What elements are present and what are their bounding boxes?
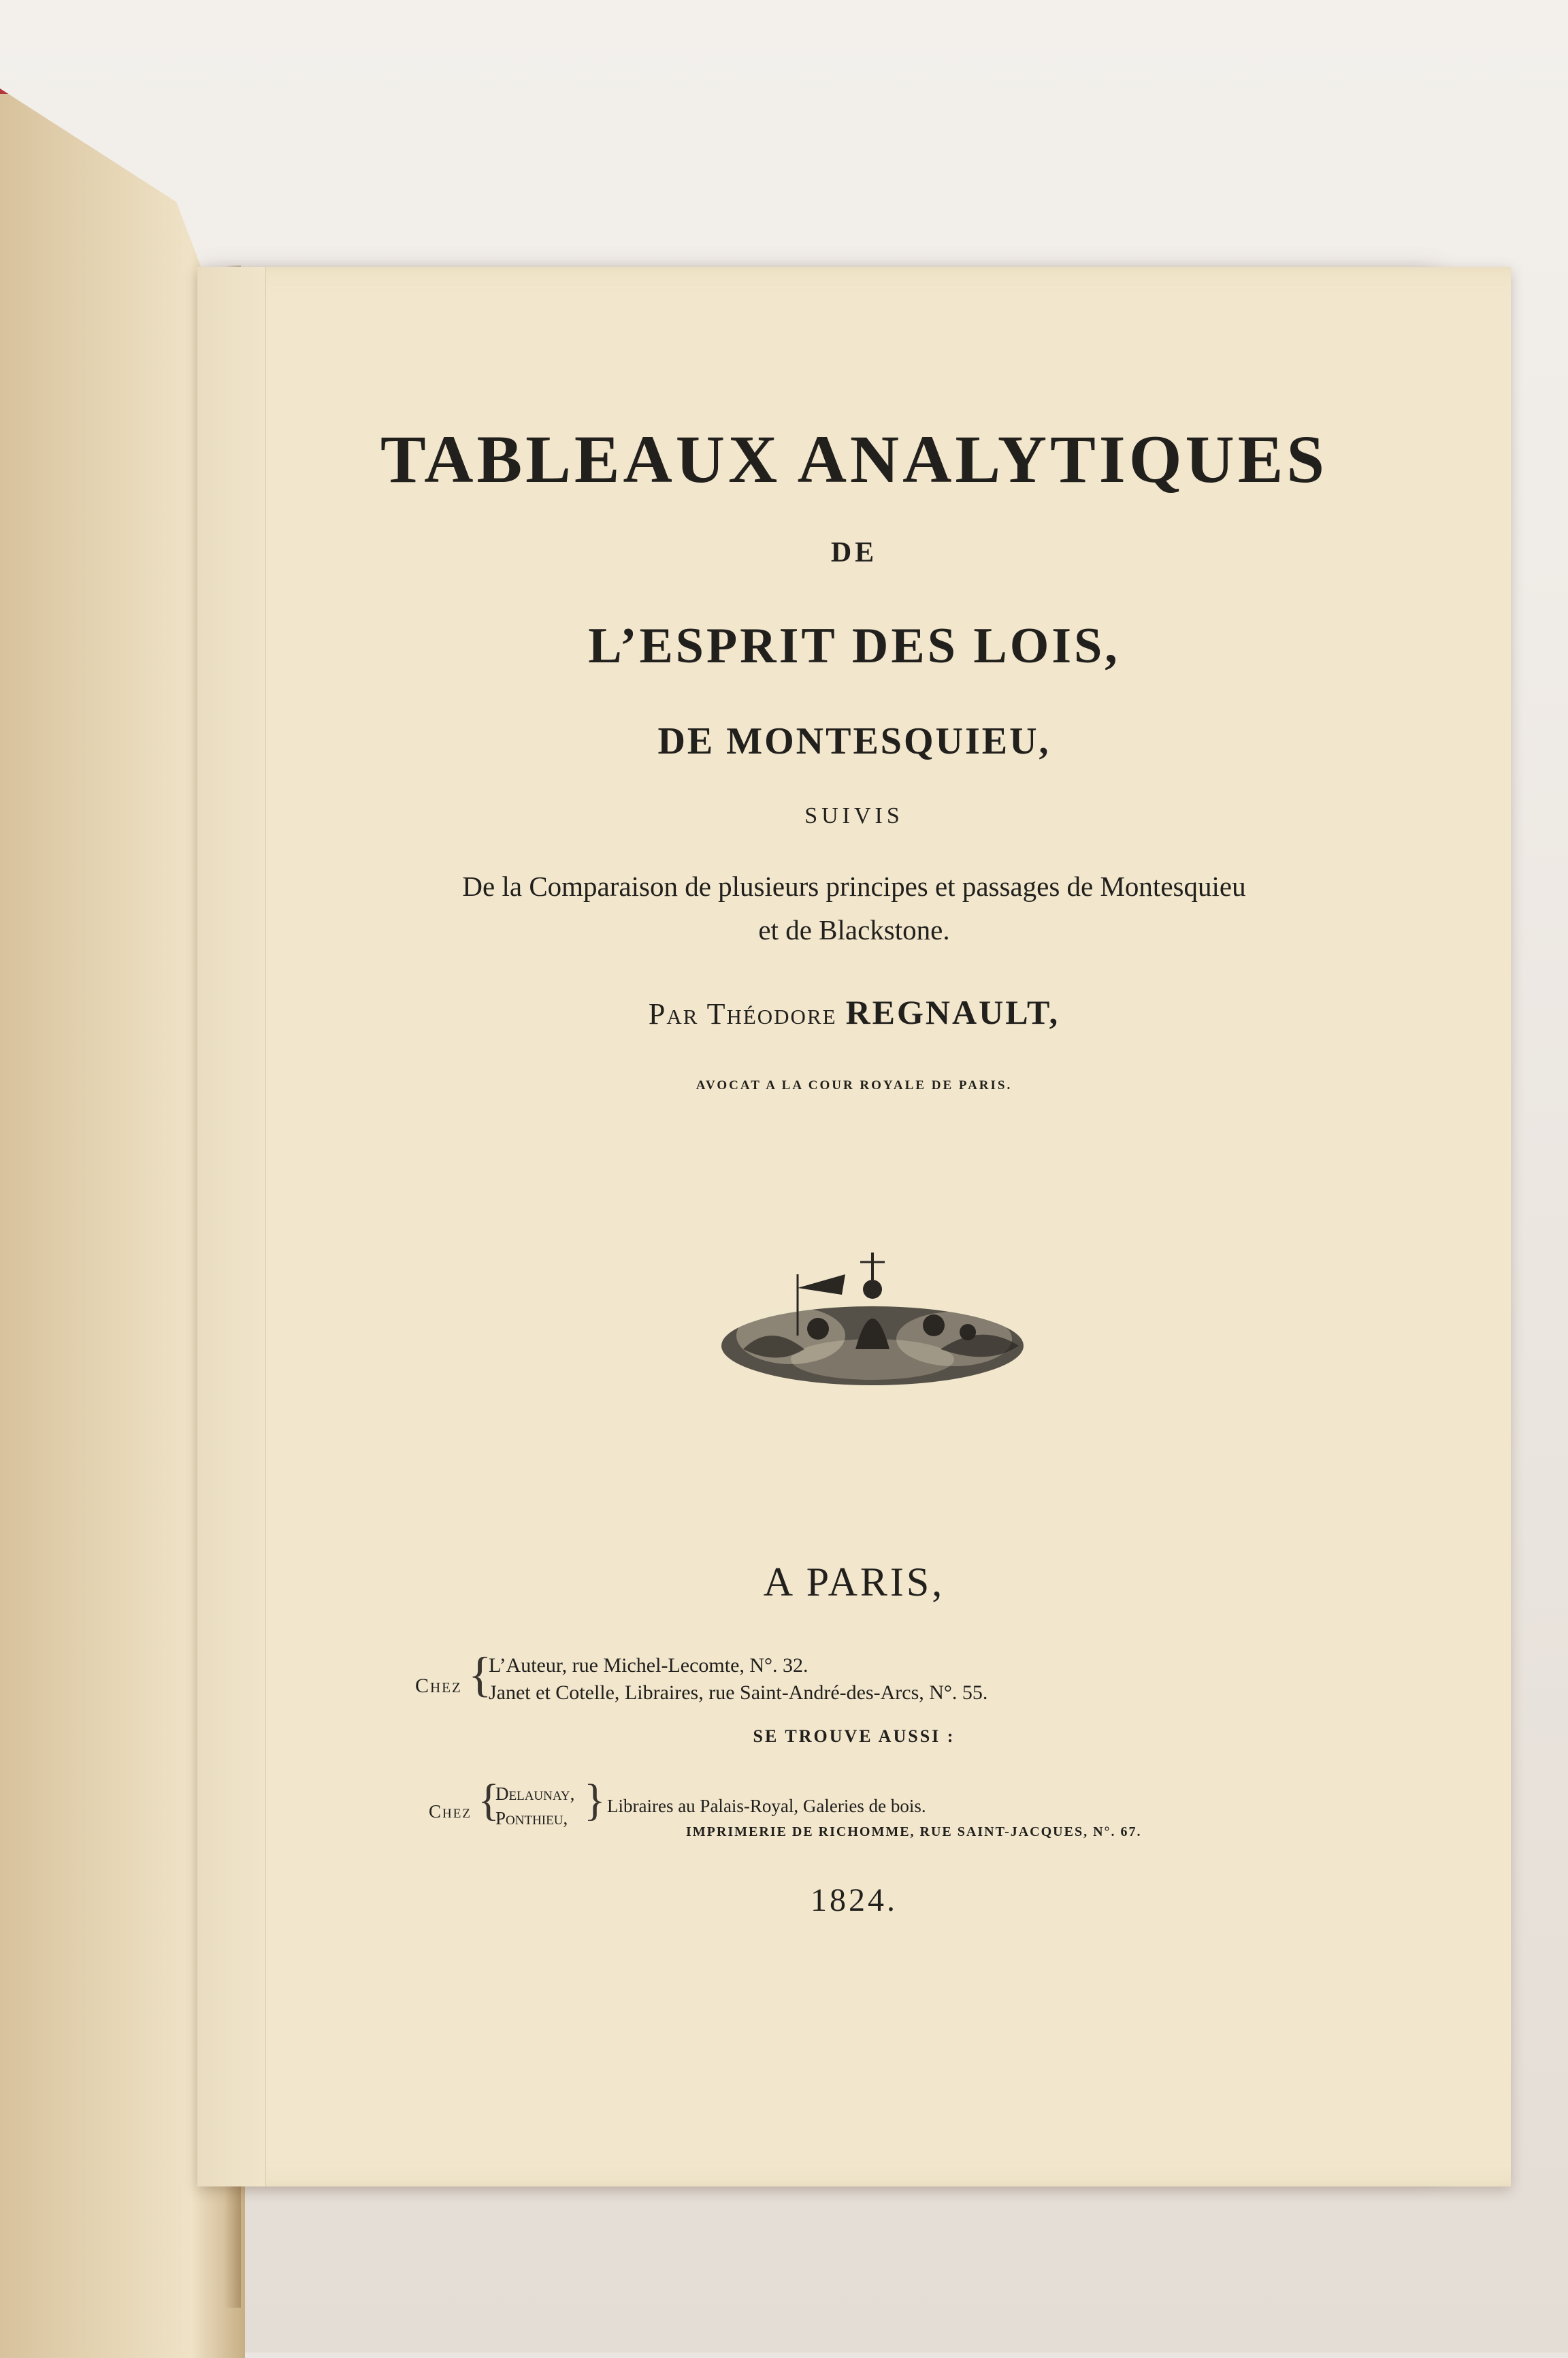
seller-line-2: Janet et Cotelle, Libraires, rue Saint-André-des-Arcs, N°. 55. <box>489 1681 988 1704</box>
suivis-label: SUIVIS <box>804 803 904 828</box>
chez-label: Chez <box>415 1675 462 1697</box>
seller-location: Libraires au Palais-Royal, Galeries de bois. <box>607 1796 926 1816</box>
author-prefix: Par Théodore <box>648 997 837 1031</box>
seller-name-2: Ponthieu, <box>495 1808 568 1828</box>
work-author: DE MONTESQUIEU, <box>657 720 1051 762</box>
title-de: DE <box>830 537 878 568</box>
seller-name-1: Delaunay, <box>495 1783 575 1804</box>
publication-year: 1824. <box>811 1882 898 1918</box>
brace-icon: { <box>468 1647 492 1702</box>
imprint-city: A PARIS, <box>763 1560 945 1604</box>
author-line <box>197 992 1511 1032</box>
work-title: L’ESPRIT DES LOIS, <box>588 618 1120 674</box>
seller-line-1: L’Auteur, rue Michel-Lecomte, N°. 32. <box>489 1654 808 1677</box>
comparison-line-1: De la Comparaison de plusieurs principes et passages de Montesquieu <box>462 871 1246 902</box>
also-found-label: SE TROUVE AUSSI : <box>753 1726 956 1746</box>
allegorical-vignette <box>716 1247 1029 1390</box>
title-page <box>197 267 1511 2186</box>
brace-close-icon: } <box>584 1775 606 1825</box>
printer-line: IMPRIMERIE DE RICHOMME, RUE SAINT-JACQUES, N°. 67. <box>686 1824 1142 1839</box>
chez-label-2: Chez <box>429 1801 472 1822</box>
book-title: TABLEAUX ANALYTIQUES <box>380 421 1328 497</box>
comparison-line-2: et de Blackstone. <box>758 914 950 946</box>
brace-icon: { <box>478 1775 500 1825</box>
author-name: REGNAULT, <box>845 993 1060 1031</box>
author-role: AVOCAT A LA COUR ROYALE DE PARIS. <box>696 1078 1013 1093</box>
